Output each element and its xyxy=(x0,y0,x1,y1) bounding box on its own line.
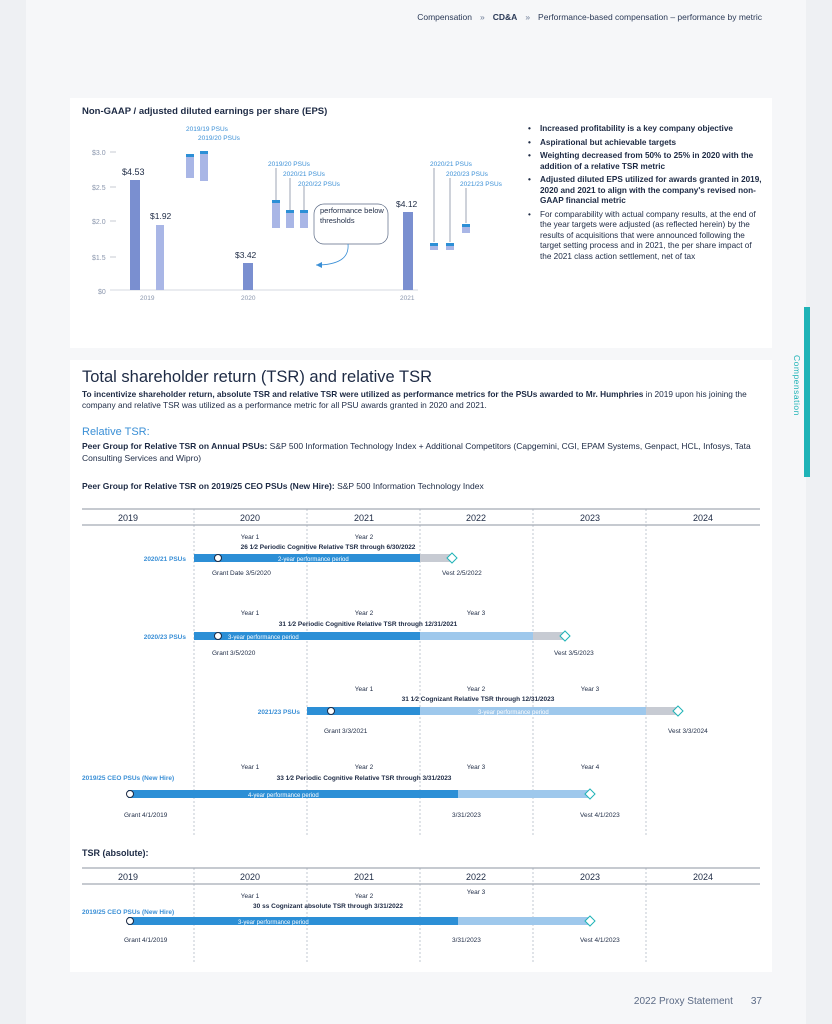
row-desc: 33 1⁄2 Periodic Cognitive Relative TSR through 3/31/2023 xyxy=(276,775,452,782)
year-header: 2019 xyxy=(117,872,139,882)
year-header: 2020 xyxy=(239,513,261,523)
row-year-label: Year 1 xyxy=(240,764,260,771)
peer-group-ceo-text: S&P 500 Information Technology Index xyxy=(334,481,484,491)
peer-group-annual-label: Peer Group for Relative TSR on Annual PSUs: xyxy=(82,441,268,451)
footer-doc-title: 2022 Proxy Statement xyxy=(633,996,733,1007)
vest-date: Vest 4/1/2023 xyxy=(580,937,620,944)
post-period-bar xyxy=(533,632,563,640)
y-tick: $2.5 xyxy=(92,185,106,192)
bullet-item: • Weighting decreased from 50% to 25% in 2020 with the addition of a relative TSR metric xyxy=(526,151,762,172)
breadcrumb-separator: » xyxy=(525,12,531,22)
callout-text: performance below thresholds xyxy=(320,206,384,225)
performance-bar xyxy=(307,707,420,715)
grant-date: Grant Date 3/5/2020 xyxy=(212,570,271,577)
vest-date: Vest 3/5/2023 xyxy=(554,650,594,657)
peer-group-ceo-label: Peer Group for Relative TSR on 2019/25 CEO PSUs (New Hire): xyxy=(82,481,335,491)
section-tab-label: Compensation xyxy=(792,355,802,416)
row-label: 2020/21 PSUs xyxy=(143,556,186,563)
bullet-item: • Aspirational but achievable targets xyxy=(526,138,762,149)
psu-target-marker xyxy=(462,224,470,227)
breadcrumb-separator: » xyxy=(480,12,485,22)
psu-target-marker xyxy=(430,243,438,246)
year-header: 2020 xyxy=(239,872,261,882)
breadcrumb-item[interactable]: Performance-based compensation – performance by metric xyxy=(538,12,762,22)
grant-date: Grant 4/1/2019 xyxy=(124,937,168,944)
row-label: 2021/23 PSUs xyxy=(257,709,300,716)
eps-bar-label: $3.42 xyxy=(235,250,257,260)
tsr-intro xyxy=(82,389,762,411)
grant-marker xyxy=(328,708,335,715)
tsr-title: Total shareholder return (TSR) and relative TSR xyxy=(82,368,433,386)
year-header: 2021 xyxy=(353,872,375,882)
performance-bar-extended xyxy=(458,790,588,798)
row-year-label: Year 4 xyxy=(580,764,600,771)
psu-label: 2020/21 PSUs xyxy=(430,161,472,168)
psu-target-marker xyxy=(446,243,454,246)
post-period-bar xyxy=(646,707,676,715)
row-year-label: Year 2 xyxy=(354,893,374,900)
grant-marker xyxy=(127,791,134,798)
psu-target-marker xyxy=(186,154,194,157)
mid-date: 3/31/2023 xyxy=(452,937,481,944)
psu-label: 2019/20 PSUs xyxy=(268,161,310,168)
absolute-tsr-title: TSR (absolute): xyxy=(82,848,149,858)
row-year-label: Year 3 xyxy=(466,610,486,617)
eps-bar-2019-b xyxy=(156,225,164,290)
grant-marker xyxy=(215,633,222,640)
eps-bar-2019-a xyxy=(130,180,140,290)
psu-label: 2021/23 PSUs xyxy=(460,181,502,188)
year-header: 2022 xyxy=(465,513,487,523)
bullet-item: • Adjusted diluted EPS utilized for awards granted in 2019, 2020 and 2021 to align with the company's revised non-GAAP financial metric xyxy=(526,175,762,207)
peer-group-annual-text: S&P 500 Information Technology Index + Additional Competitors (Capgemini, CGI, EPAM Systems, Genpact, HCL, Infosys, Tata Consulting Services and Wipro) xyxy=(82,441,751,463)
vest-date: Vest 3/3/2024 xyxy=(668,728,708,735)
psu-label: 2019/20 PSUs xyxy=(198,135,240,142)
eps-bar-2020 xyxy=(243,263,253,290)
row-year-label: Year 2 xyxy=(354,534,374,541)
vest-date: Vest 4/1/2023 xyxy=(580,812,620,819)
psu-label: 2020/21 PSUs xyxy=(283,171,325,178)
psu-target-marker xyxy=(300,210,308,213)
bar-text: 3-year performance period xyxy=(238,920,309,926)
row-year-label: Year 1 xyxy=(240,893,260,900)
row-label: 2019/25 CEO PSUs (New Hire) xyxy=(82,909,175,916)
bar-text: 3-year performance period xyxy=(228,635,299,641)
breadcrumb xyxy=(417,12,762,22)
bar-text: 4-year performance period xyxy=(248,793,319,799)
row-desc: 31 1⁄2 Cognizant Relative TSR through 12/31/2023 xyxy=(401,696,555,703)
absolute-tsr-timeline xyxy=(78,866,768,966)
y-tick: $0 xyxy=(98,289,106,296)
psu-target-marker xyxy=(286,210,294,213)
page-footer xyxy=(634,996,762,1007)
row-year-label: Year 3 xyxy=(466,889,486,896)
psu-target-marker xyxy=(300,212,308,228)
y-tick: $2.0 xyxy=(92,219,106,226)
callout-arrow xyxy=(316,244,348,265)
eps-chart xyxy=(78,120,518,310)
psu-target-marker xyxy=(200,153,208,181)
x-label: 2021 xyxy=(400,295,415,302)
year-header: 2021 xyxy=(353,513,375,523)
performance-bar-extended xyxy=(420,632,533,640)
row-year-label: Year 2 xyxy=(466,686,486,693)
row-desc: 26 1⁄2 Periodic Cognitive Relative TSR through 6/30/2022 xyxy=(240,544,416,551)
grant-date: Grant 3/3/2021 xyxy=(324,728,368,735)
relative-tsr-title: Relative TSR: xyxy=(82,426,150,438)
row-year-label: Year 3 xyxy=(580,686,600,693)
row-label: 2020/23 PSUs xyxy=(143,634,186,641)
bullet-item: • For comparability with actual company results, at the end of the year targets were adjusted (as reflected herein) by the results of acquisitions that were announced following the target setting process and in 2021, the per share impact of the 2021 class action settlement, net of tax xyxy=(526,210,762,263)
grant-date: Grant 4/1/2019 xyxy=(124,812,168,819)
callout-arrowhead xyxy=(316,262,322,268)
grant-date: Grant 3/5/2020 xyxy=(212,650,256,657)
row-year-label: Year 1 xyxy=(240,534,260,541)
eps-bar-label: $4.53 xyxy=(122,167,145,177)
year-header: 2023 xyxy=(579,513,601,523)
psu-label: 2020/23 PSUs xyxy=(446,171,488,178)
x-label: 2019 xyxy=(140,295,155,302)
psu-target-marker xyxy=(200,151,208,154)
eps-chart-title: Non-GAAP / adjusted diluted earnings per share (EPS) xyxy=(82,106,328,117)
peer-group-ceo xyxy=(82,481,762,491)
page-number: 37 xyxy=(750,996,762,1007)
row-desc: 30 ss Cognizant absolute TSR through 3/31/2022 xyxy=(253,903,403,910)
year-header: 2024 xyxy=(692,513,714,523)
grant-marker xyxy=(127,918,134,925)
breadcrumb-item[interactable]: Compensation xyxy=(417,12,473,22)
row-year-label: Year 2 xyxy=(354,610,374,617)
psu-target-marker xyxy=(186,156,194,178)
year-header: 2024 xyxy=(692,872,714,882)
tsr-intro-rest: in 2019 upon his joining the company and relative TSR was utilized as a performance metric for all PSU awards granted in 2020 and 2021. xyxy=(82,389,747,410)
bar-text: 3-year performance period xyxy=(478,710,549,716)
section-tab[interactable] xyxy=(804,307,810,477)
psu-target-marker xyxy=(272,202,280,228)
psu-label: 2020/22 PSUs xyxy=(298,181,340,188)
eps-bar-label: $1.92 xyxy=(150,211,172,221)
psu-label: 2019/19 PSUs xyxy=(186,126,228,133)
year-header: 2019 xyxy=(117,513,139,523)
y-tick: $3.0 xyxy=(92,150,106,157)
psu-target-marker xyxy=(286,212,294,228)
mid-date: 3/31/2023 xyxy=(452,812,481,819)
breadcrumb-item[interactable]: CD&A xyxy=(492,12,518,22)
row-year-label: Year 1 xyxy=(354,686,374,693)
grant-marker xyxy=(215,555,222,562)
vest-date: Vest 2/5/2022 xyxy=(442,570,482,577)
y-tick: $1.5 xyxy=(92,255,106,262)
year-header: 2022 xyxy=(465,872,487,882)
peer-group-annual xyxy=(82,440,762,464)
bar-text: 2-year performance period xyxy=(278,557,349,563)
bullet-item: • Increased profitability is a key company objective xyxy=(526,124,762,135)
performance-bar-extended xyxy=(458,917,588,925)
x-label: 2020 xyxy=(241,295,256,302)
post-period-bar xyxy=(420,554,450,562)
row-year-label: Year 1 xyxy=(240,610,260,617)
row-year-label: Year 3 xyxy=(466,764,486,771)
relative-tsr-timeline xyxy=(78,505,768,845)
row-label: 2019/25 CEO PSUs (New Hire) xyxy=(82,775,175,782)
year-header: 2023 xyxy=(579,872,601,882)
row-year-label: Year 2 xyxy=(354,764,374,771)
eps-bullets xyxy=(526,124,762,265)
tsr-intro-bold: To incentivize shareholder return, absolute TSR and relative TSR were utilized as performance metrics for the PSUs awarded to Mr. Humphries xyxy=(82,389,644,399)
row-desc: 31 1⁄2 Periodic Cognitive Relative TSR through 12/31/2021 xyxy=(278,621,458,628)
eps-bar-2021 xyxy=(403,212,413,290)
psu-target-marker xyxy=(272,200,280,203)
eps-bar-label: $4.12 xyxy=(396,199,418,209)
